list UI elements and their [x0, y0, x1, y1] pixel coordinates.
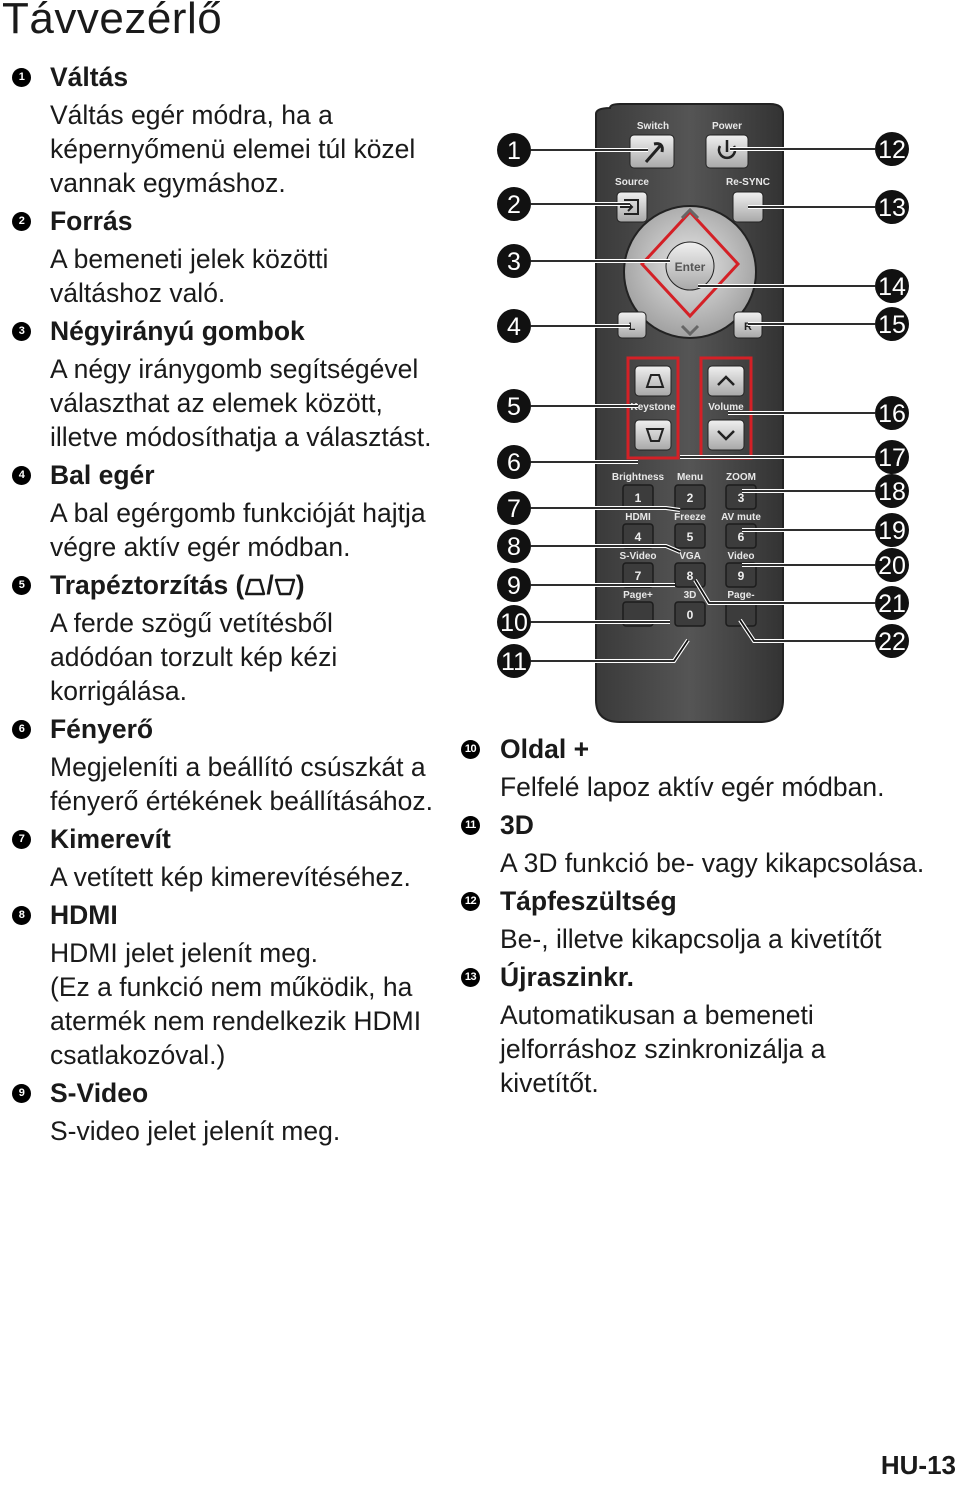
volume-down-button[interactable] [708, 420, 744, 450]
hdmi-label: HDMI [625, 512, 651, 523]
list-item [0, 458, 450, 564]
callout-label: 1 [507, 137, 521, 165]
items-left [0, 60, 450, 1148]
item-desc: Be-, illetve kikapcsolja a kivetítőt [500, 924, 882, 954]
item-number: 11 [461, 816, 480, 835]
keystone-up-button[interactable] [635, 366, 671, 396]
keystone-label: Keystone [630, 402, 676, 413]
callout-label: 2 [507, 191, 521, 219]
item-number: 13 [461, 968, 480, 987]
item-title-end: ) [295, 570, 305, 600]
item-number: 10 [461, 740, 480, 759]
callout-label: 13 [878, 194, 906, 222]
list-item [0, 204, 450, 310]
callout-label: 12 [878, 136, 906, 164]
digit-label: 8 [686, 569, 694, 583]
item-title-text: Trapéztorzítás ( [50, 570, 245, 600]
volume-label: Volume [708, 402, 744, 413]
list-item [456, 732, 960, 804]
item-title: 3D [500, 810, 534, 840]
item-note: (Ez a funkció nem működik, ha atermék nem rendelkezik HDMI csatlakozóval.) [50, 972, 422, 1070]
items-right [456, 732, 960, 1100]
left-mouse-label: L [628, 321, 636, 333]
callout-label: 18 [878, 478, 906, 506]
item-number: 1 [12, 68, 31, 87]
item-title: Kimerevít [50, 824, 171, 854]
volume-up-button[interactable] [708, 366, 744, 396]
item-number: 3 [12, 322, 31, 341]
list-item [456, 808, 960, 880]
freeze-label: Freeze [674, 512, 706, 523]
item-desc: A 3D funkció be- vagy kikapcsolása. [500, 848, 925, 878]
digit-label: 0 [686, 608, 694, 622]
list-item [0, 314, 450, 454]
switch-label: Switch [636, 121, 670, 132]
item-number: 12 [461, 892, 480, 911]
item-title: Fényerő [50, 714, 154, 744]
callout-label: 11 [501, 648, 527, 676]
menu-label: Menu [676, 472, 704, 483]
item-desc: A vetített kép kimerevítéséhez. [50, 862, 411, 892]
item-title: Forrás [50, 206, 133, 236]
item-number: 7 [12, 830, 31, 849]
resync-label: Re-SYNC [726, 177, 770, 188]
callout-label: 17 [878, 444, 906, 472]
item-desc: HDMI jelet jelenít meg. [50, 938, 319, 968]
item-number: 2 [12, 212, 31, 231]
callout-label: 9 [507, 572, 521, 600]
item-number: 6 [12, 720, 31, 739]
item-number: 4 [12, 466, 31, 485]
digit-label: 2 [686, 491, 694, 505]
page-number: HU-13 [880, 1450, 956, 1480]
callout-label: 14 [878, 273, 906, 301]
list-item [0, 568, 450, 708]
item-title: S-Video [50, 1078, 149, 1108]
digit-label: 7 [634, 569, 642, 583]
callout-label: 20 [878, 552, 906, 580]
digit-label: 9 [737, 569, 745, 583]
item-number: 8 [12, 906, 31, 925]
item-title-sep: / [266, 570, 274, 600]
item-desc: A ferde szögű vetítésből adódóan torzult kép kézi korrigálása. [50, 608, 338, 706]
item-title: Bal egér [50, 460, 155, 490]
digit-label: 5 [686, 530, 694, 544]
callout-label: 7 [507, 495, 521, 523]
list-item [0, 712, 450, 818]
list-item [0, 822, 450, 894]
source-label: Source [615, 177, 649, 188]
vga-label: VGA [679, 551, 701, 562]
item-desc: S-video jelet jelenít meg. [50, 1116, 341, 1146]
callout-label: 3 [507, 248, 521, 276]
item-desc: A négy iránygomb segítségével választhat az elemek között, illetve módosíthatja a választást. [50, 354, 432, 452]
digit-label: 6 [737, 530, 745, 544]
keystone-down-icon [274, 577, 296, 597]
list-item [0, 1076, 450, 1148]
avmute-label: AV mute [721, 512, 761, 523]
callout-label: 10 [500, 609, 528, 637]
digit-label: 1 [634, 491, 642, 505]
callout-label: 8 [507, 533, 521, 561]
item-desc: A bemeneti jelek közötti váltáshoz való. [50, 244, 329, 308]
keystone-up-icon [244, 577, 266, 597]
pageminus-label: Page- [727, 590, 755, 601]
list-item [456, 960, 960, 1100]
digit-label: 4 [634, 530, 642, 544]
callout-label: 21 [878, 590, 906, 618]
item-title: Újraszinkr. [500, 962, 635, 992]
item-number: 9 [12, 1084, 31, 1103]
callout-label: 15 [878, 311, 906, 339]
callout-label: 19 [878, 517, 906, 545]
callout-label: 5 [507, 393, 521, 421]
svideo-label: S-Video [619, 551, 657, 562]
remote-control-figure [470, 100, 960, 740]
enter-label: Enter [674, 260, 706, 274]
list-item [456, 884, 960, 956]
threed-label: 3D [683, 590, 697, 601]
zoom-label: ZOOM [726, 472, 756, 483]
callout-label: 6 [507, 449, 521, 477]
item-title: Négyirányú gombok [50, 316, 305, 346]
video-label: Video [727, 551, 755, 562]
page-title: Távvezérlő [2, 0, 223, 43]
item-title: Tápfeszültség [500, 886, 677, 916]
item-title: HDMI [50, 900, 118, 930]
pageplus-label: Page+ [623, 590, 653, 601]
list-item [0, 898, 450, 1072]
digit-label: 3 [737, 491, 745, 505]
item-desc: Felfelé lapoz aktív egér módban. [500, 772, 885, 802]
item-title: Váltás [50, 62, 129, 92]
item-desc: Megjeleníti a beállító csúszkát a fényerő értékének beállításához. [50, 752, 434, 816]
list-item [0, 60, 450, 200]
callout-label: 16 [878, 400, 906, 428]
brightness-label: Brightness [611, 472, 665, 483]
callout-label: 4 [507, 313, 521, 341]
callout-label: 22 [878, 628, 906, 656]
power-label: Power [711, 121, 743, 132]
keystone-down-button[interactable] [635, 420, 671, 450]
item-desc: A bal egérgomb funkcióját hajtja végre aktív egér módban. [50, 498, 426, 562]
item-number: 5 [12, 576, 31, 595]
right-mouse-label: R [744, 321, 752, 333]
item-title [50, 568, 450, 602]
remote-control-svg [470, 100, 960, 740]
item-desc: Automatikusan a bemeneti jelforráshoz szinkronizálja a kivetítőt. [500, 1000, 826, 1098]
item-desc: Váltás egér módra, ha a képernyőmenü elemei túl közel vannak egymáshoz. [50, 100, 416, 198]
item-title: Oldal + [500, 734, 590, 764]
